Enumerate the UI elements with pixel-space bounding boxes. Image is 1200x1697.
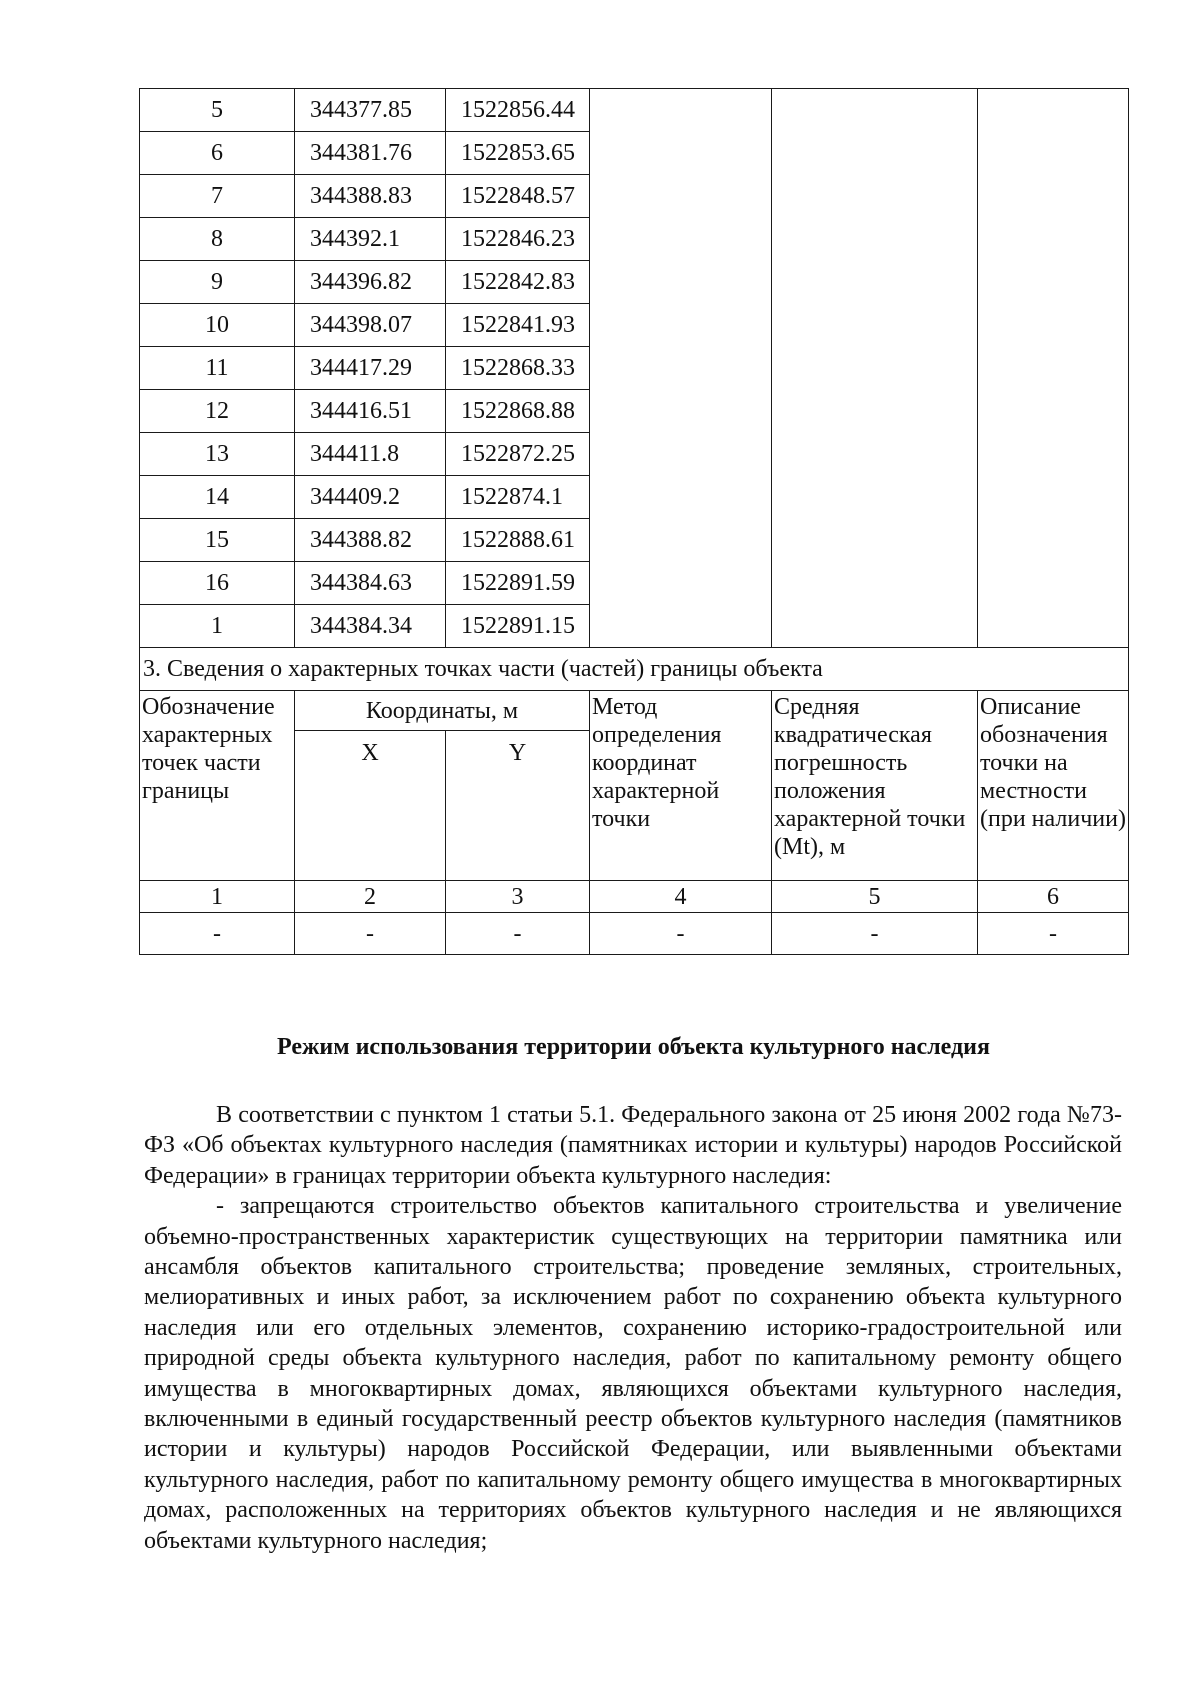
header-error: Средняя квадратическая погрешность положения характерной точки (Mt), м [772, 691, 978, 881]
point-number: 11 [140, 347, 295, 390]
point-number: 16 [140, 562, 295, 605]
section3-title: 3. Сведения о характерных точках части (частей) границы объекта [140, 648, 1129, 691]
coord-y: 1522848.57 [446, 175, 590, 218]
coord-x: 344388.82 [295, 519, 446, 562]
column-index: 1 [140, 881, 295, 913]
section-row [140, 648, 1129, 691]
method-cell-empty [590, 89, 772, 648]
header-coordinates: Координаты, м [295, 691, 590, 731]
point-number: 12 [140, 390, 295, 433]
table-row [140, 89, 1129, 132]
coord-x: 344411.8 [295, 433, 446, 476]
point-number: 9 [140, 261, 295, 304]
coord-x: 344392.1 [295, 218, 446, 261]
coord-y: 1522868.33 [446, 347, 590, 390]
coord-x: 344388.83 [295, 175, 446, 218]
coord-y: 1522891.15 [446, 605, 590, 648]
point-number: 7 [140, 175, 295, 218]
empty-data-row [140, 913, 1129, 955]
column-index: 2 [295, 881, 446, 913]
column-index-row [140, 881, 1129, 913]
point-number: 10 [140, 304, 295, 347]
coord-x: 344396.82 [295, 261, 446, 304]
coord-x: 344381.76 [295, 132, 446, 175]
coord-y: 1522846.23 [446, 218, 590, 261]
column-index: 6 [978, 881, 1129, 913]
coordinates-table [139, 88, 1129, 955]
coord-y: 1522888.61 [446, 519, 590, 562]
coord-y: 1522868.88 [446, 390, 590, 433]
coord-x: 344417.29 [295, 347, 446, 390]
empty-cell: - [446, 913, 590, 955]
point-number: 14 [140, 476, 295, 519]
coord-y: 1522891.59 [446, 562, 590, 605]
paragraph: В соответствии с пунктом 1 статьи 5.1. Федерального закона от 25 июня 2002 года №73-ФЗ «Об объектах культурного наследия (памятниках истории и культуры) народов Российской Федерации» в границах территории объекта культурного наследия: [144, 1102, 1122, 1189]
coord-x: 344377.85 [295, 89, 446, 132]
point-number: 13 [140, 433, 295, 476]
point-number: 8 [140, 218, 295, 261]
coord-x: 344384.63 [295, 562, 446, 605]
section-heading: Режим использования территории объекта культурного наследия [277, 1034, 990, 1060]
empty-cell: - [590, 913, 772, 955]
coord-x: 344384.34 [295, 605, 446, 648]
point-number: 1 [140, 605, 295, 648]
coord-x: 344409.2 [295, 476, 446, 519]
error-cell-empty [772, 89, 978, 648]
header-x: X [295, 731, 446, 881]
paragraph: - запрещаются строительство объектов капитального строительства и увеличение объемно-пространственных характеристик существующих на территории памятника или ансамбля объектов капитального строительства; проведение земляных, строительных, мелиоративных и иных работ, за исключением работ по сохранению объекта культурного наследия или его отдельных элементов, сохранению историко-градостроительной или природной среды объекта культурного наследия, работ по капитальному ремонту общего имущества в многоквартирных домах, являющихся объектами культурного наследия, включенными в единый государственный реестр объектов культурного наследия (памятников истории и культуры) народов Российской Федерации, или выявленными объектами культурного наследия, работ по капитальному ремонту общего имущества в многоквартирных домах, расположенных на территориях объектов культурного наследия и не являющихся объектами культурного наследия; [144, 1193, 1122, 1554]
coord-y: 1522872.25 [446, 433, 590, 476]
description-cell-empty [978, 89, 1129, 648]
coord-x: 344398.07 [295, 304, 446, 347]
point-number: 6 [140, 132, 295, 175]
header-designation: Обозначение характерных точек части границы [140, 691, 295, 881]
coord-y: 1522841.93 [446, 304, 590, 347]
body-text [144, 1100, 1122, 1556]
column-index: 5 [772, 881, 978, 913]
coord-y: 1522874.1 [446, 476, 590, 519]
header-method: Метод определения координат характерной точки [590, 691, 772, 881]
point-number: 5 [140, 89, 295, 132]
coord-y: 1522853.65 [446, 132, 590, 175]
empty-cell: - [295, 913, 446, 955]
header-row [140, 691, 1129, 731]
point-number: 15 [140, 519, 295, 562]
empty-cell: - [772, 913, 978, 955]
column-index: 4 [590, 881, 772, 913]
column-index: 3 [446, 881, 590, 913]
coord-y: 1522856.44 [446, 89, 590, 132]
coord-x: 344416.51 [295, 390, 446, 433]
coord-y: 1522842.83 [446, 261, 590, 304]
header-y: Y [446, 731, 590, 881]
empty-cell: - [978, 913, 1129, 955]
header-description: Описание обозначения точки на местности (при наличии) [978, 691, 1129, 881]
empty-cell: - [140, 913, 295, 955]
